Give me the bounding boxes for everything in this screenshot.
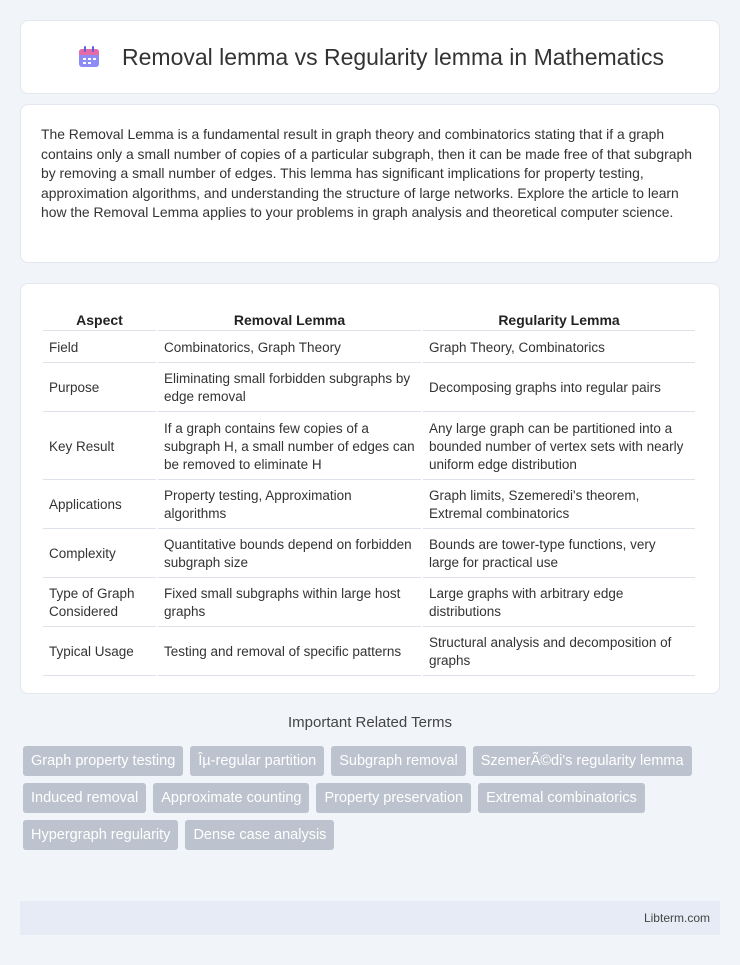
table-cell-removal: Testing and removal of specific patterns xyxy=(158,629,421,676)
table-cell-aspect: Applications xyxy=(43,482,156,529)
related-terms-list xyxy=(23,746,723,850)
table-cell-regularity: Large graphs with arbitrary edge distributions xyxy=(423,580,695,627)
header-card xyxy=(20,20,720,94)
table-row xyxy=(43,365,695,412)
tag-epsilon-regular-partition[interactable]: Îµ-regular partition xyxy=(190,746,324,776)
table-cell-regularity: Bounds are tower-type functions, very large for practical use xyxy=(423,531,695,578)
header-removal-lemma: Removal Lemma xyxy=(158,306,421,331)
tag-induced-removal[interactable]: Induced removal xyxy=(23,783,146,813)
comparison-table xyxy=(41,304,697,678)
table-cell-aspect: Complexity xyxy=(43,531,156,578)
table-cell-aspect: Field xyxy=(43,333,156,363)
table-cell-removal: If a graph contains few copies of a subgraph H, a small number of edges can be removed to eliminate H xyxy=(158,414,421,480)
table-cell-removal: Property testing, Approximation algorithms xyxy=(158,482,421,529)
table-cell-regularity: Graph Theory, Combinatorics xyxy=(423,333,695,363)
table-cell-regularity: Structural analysis and decomposition of graphs xyxy=(423,629,695,676)
table-cell-aspect: Key Result xyxy=(43,414,156,480)
table-cell-removal: Eliminating small forbidden subgraphs by edge removal xyxy=(158,365,421,412)
tag-property-preservation[interactable]: Property preservation xyxy=(316,783,471,813)
related-terms-title: Important Related Terms xyxy=(288,714,452,731)
table-cell-removal: Fixed small subgraphs within large host graphs xyxy=(158,580,421,627)
header-aspect: Aspect xyxy=(43,306,156,331)
table-cell-removal: Quantitative bounds depend on forbidden subgraph size xyxy=(158,531,421,578)
tag-subgraph-removal[interactable]: Subgraph removal xyxy=(331,746,466,776)
table-row xyxy=(43,482,695,529)
table-cell-aspect: Typical Usage xyxy=(43,629,156,676)
tag-graph-property-testing[interactable]: Graph property testing xyxy=(23,746,183,776)
table-header-row xyxy=(43,306,695,331)
table-row xyxy=(43,629,695,676)
table-row xyxy=(43,414,695,480)
table-row xyxy=(43,333,695,363)
table-cell-regularity: Graph limits, Szemeredi's theorem, Extremal combinatorics xyxy=(423,482,695,529)
table-cell-removal: Combinatorics, Graph Theory xyxy=(158,333,421,363)
table-row xyxy=(43,531,695,578)
footer-link[interactable]: Libterm.com xyxy=(643,911,710,925)
tag-szemeredi-regularity-lemma[interactable]: SzemerÃ©di's regularity lemma xyxy=(473,746,692,776)
table-cell-regularity: Decomposing graphs into regular pairs xyxy=(423,365,695,412)
table-cell-aspect: Purpose xyxy=(43,365,156,412)
page-title: Removal lemma vs Regularity lemma in Mathematics xyxy=(122,43,664,70)
table-row xyxy=(43,580,695,627)
tag-extremal-combinatorics[interactable]: Extremal combinatorics xyxy=(478,783,645,813)
calendar-icon xyxy=(76,44,102,70)
comparison-card xyxy=(20,283,720,694)
tag-dense-case-analysis[interactable]: Dense case analysis xyxy=(185,820,334,850)
tag-hypergraph-regularity[interactable]: Hypergraph regularity xyxy=(23,820,178,850)
header-regularity-lemma: Regularity Lemma xyxy=(423,306,695,331)
tag-approximate-counting[interactable]: Approximate counting xyxy=(153,783,309,813)
table-cell-aspect: Type of Graph Considered xyxy=(43,580,156,627)
intro-card xyxy=(20,104,720,263)
intro-text: The Removal Lemma is a fundamental result in graph theory and combinatorics stating that if a graph contains only a small number of copies of a particular subgraph, then it can be made free of that subgraph by removing a small number of edges. This lemma has significant implications for property testing, approximation algorithms, and understanding the structure of large networks. Explore the article to learn how the Removal Lemma applies to your problems in graph analysis and theoretical computer science. xyxy=(41,126,692,220)
table-cell-regularity: Any large graph can be partitioned into a bounded number of vertex sets with nearly uniform edge distribution xyxy=(423,414,695,480)
footer xyxy=(20,901,720,935)
